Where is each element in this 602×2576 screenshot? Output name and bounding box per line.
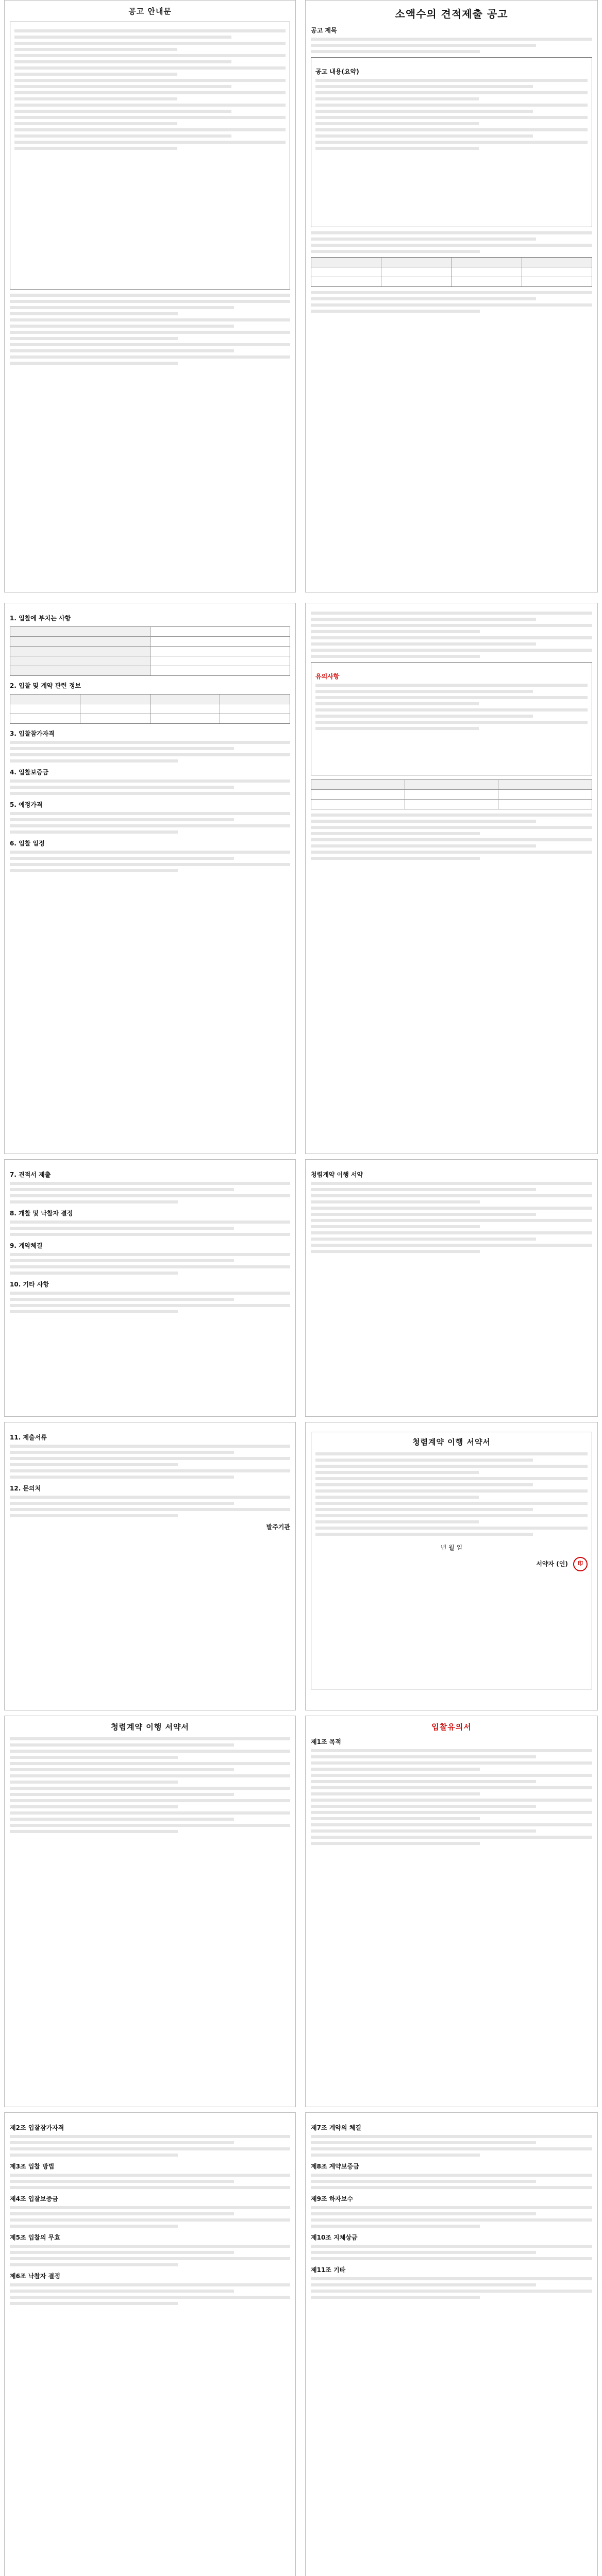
heading-11: 11. 제출서류 — [10, 1434, 47, 1441]
right-pledge-box — [311, 1432, 592, 1689]
heading-2: 2. 입찰 및 계약 관련 정보 — [10, 682, 81, 689]
right-notice-heading: 공고 제목 — [311, 27, 337, 34]
right-pledge-signature — [315, 1557, 588, 1571]
left-notice-panel — [4, 0, 296, 592]
left-pledge-title: 청렴계약 이행 서약서 — [111, 1722, 189, 1732]
section2-right — [305, 603, 598, 1154]
right-notice-title: 소액수의 견적제출 공고 — [395, 8, 508, 20]
right-notice-box — [311, 57, 592, 227]
section-1 — [0, 0, 602, 592]
section-6 — [0, 2112, 602, 2576]
guideline-left-h2: 제3조 입찰 방법 — [10, 2163, 55, 2170]
left-notice-box — [10, 22, 290, 290]
issuing-agency — [10, 1522, 290, 1531]
right-notice-table — [311, 257, 592, 287]
heading-10: 10. 기타 사항 — [10, 1281, 49, 1288]
guideline-right-h1: 제7조 계약의 체결 — [311, 2124, 361, 2131]
guideline-left-h3: 제4조 입찰보증금 — [10, 2195, 58, 2202]
contract-info-table — [10, 694, 290, 724]
guideline-right-h2: 제8조 계약보증금 — [311, 2163, 359, 2170]
right-notice-box-heading: 공고 내용(요약) — [315, 68, 359, 75]
section4-right — [305, 1422, 598, 1710]
guideline-left-h1: 제2조 입찰참가자격 — [10, 2124, 64, 2131]
right-pledge-date: 년 월 일 — [440, 1544, 463, 1551]
right-notice-panel — [305, 0, 598, 592]
right-guideline-title: 입찰유의서 — [431, 1722, 472, 1732]
section6-right — [305, 2112, 598, 2576]
heading-8: 8. 개찰 및 낙찰자 결정 — [10, 1210, 73, 1217]
right-pledge-title: 청렴계약 이행 서약서 — [412, 1437, 491, 1447]
heading-9: 9. 계약체결 — [10, 1242, 43, 1249]
left-notice-title: 공고 안내문 — [128, 7, 172, 16]
right-pledge-signature-label: 서약자 (인) — [536, 1560, 568, 1568]
heading-6: 6. 입찰 일정 — [10, 840, 45, 847]
guideline-right-h3: 제9조 하자보수 — [311, 2195, 354, 2202]
section2-left — [4, 603, 296, 1154]
issuing-agency-label: 발주기관 — [266, 1523, 290, 1531]
right-guideline-subheading: 제1조 목적 — [311, 1738, 341, 1745]
heading-1: 1. 입찰에 부치는 사항 — [10, 615, 71, 622]
schedule-table — [311, 779, 592, 809]
heading-3: 3. 입찰참가자격 — [10, 730, 55, 737]
guideline-left-h4: 제5조 입찰의 무효 — [10, 2234, 60, 2241]
heading-7: 7. 견적서 제출 — [10, 1171, 51, 1178]
section6-left — [4, 2112, 296, 2576]
seal-icon: 印 — [573, 1557, 588, 1571]
heading-12: 12. 문의처 — [10, 1485, 41, 1492]
heading-4: 4. 입찰보증금 — [10, 769, 49, 776]
section5-right — [305, 1716, 598, 2107]
guideline-right-h5: 제11조 기타 — [311, 2266, 346, 2274]
section-5 — [0, 1716, 602, 2107]
section3-right — [305, 1159, 598, 1417]
guideline-right-h4: 제10조 지체상금 — [311, 2234, 358, 2241]
guideline-left-h5: 제6조 낙찰자 결정 — [10, 2273, 60, 2280]
section-2 — [0, 603, 602, 1154]
right-integrity-heading: 청렴계약 이행 서약 — [311, 1171, 363, 1178]
section-3 — [0, 1159, 602, 1417]
section-4 — [0, 1422, 602, 1710]
important-note-heading: 유의사항 — [315, 673, 340, 680]
section4-left — [4, 1422, 296, 1710]
section5-left — [4, 1716, 296, 2107]
bid-info-table — [10, 626, 290, 676]
section3-left — [4, 1159, 296, 1417]
important-note-box — [311, 662, 592, 775]
heading-5: 5. 예정가격 — [10, 801, 43, 808]
